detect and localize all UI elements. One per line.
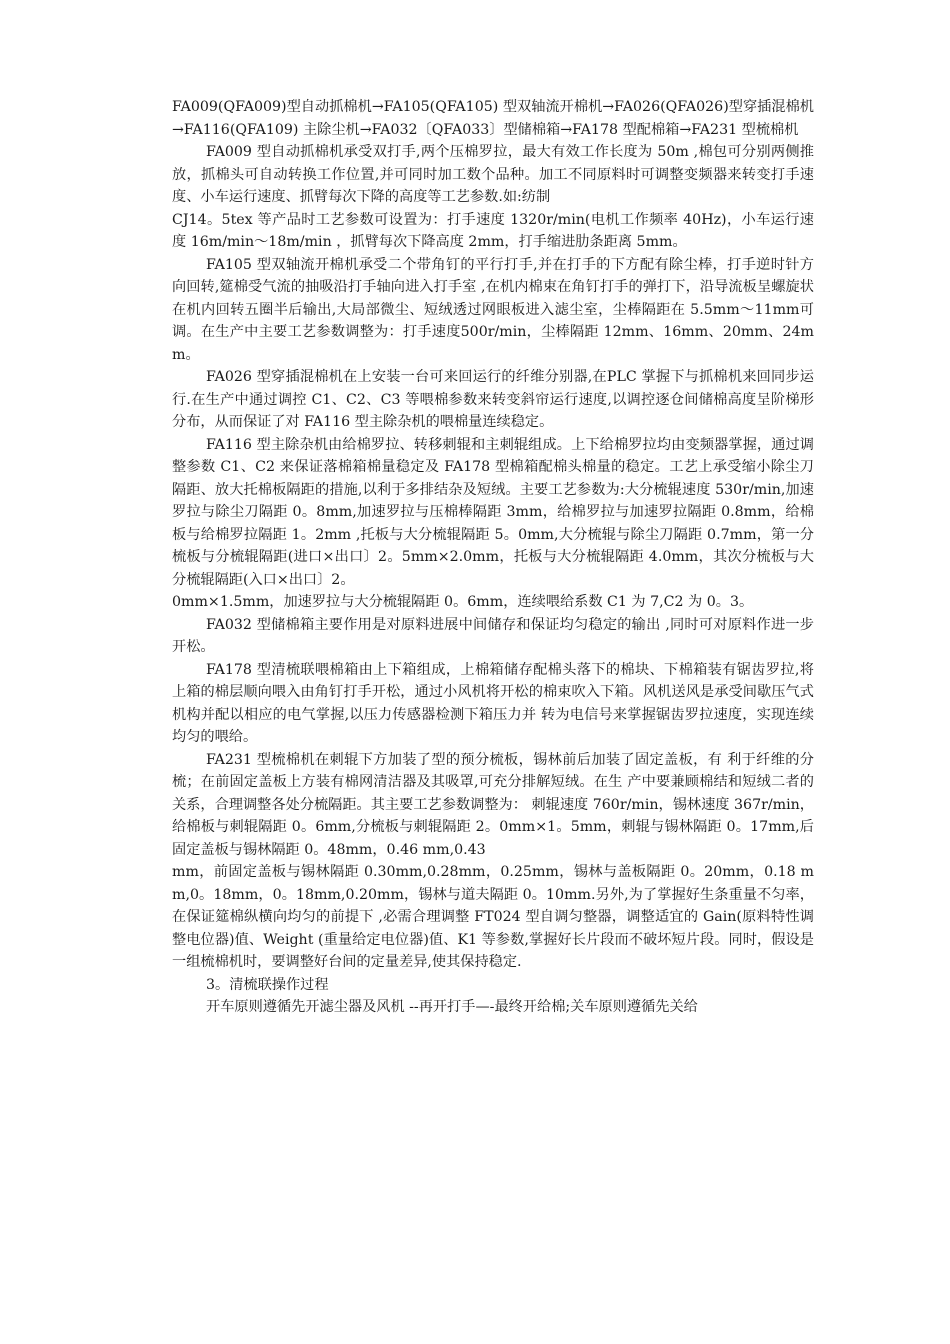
paragraph-fa116: FA116 型主除杂机由给棉罗拉、转移刺辊和主刺辊组成。上下给棉罗拉均由变频器掌握，通过调整参数 C1、C2 来保证落棉箱棉量稳定及 FA178 型棉箱配棉头棉量的稳定。工艺上承受缩小除尘刀隔距、放大托棉板隔距的措施,以利于多排结杂及短绒。主要工艺参数为:大分梳辊速度 530r/min,加速罗拉与除尘刀隔距 0。8mm,加速罗拉与压棉棒隔距 3mm，给棉罗拉与加速罗拉隔距 0.8mm，给棉板与给棉罗拉隔距 1。2mm ,托板与大分梳辊隔距 5。0mm,大分梳辊与除尘刀隔距 0.7mm，第一分梳板与分梳辊隔距(进口×出口〕2。5mm×2.0mm，托板与大分梳辊隔距 4.0mm，其次分梳板与大分梳辊隔距(入口×出口〕2。 [172, 436, 814, 588]
paragraph-operation: 开车原则遵循先开滤尘器及风机 --再开打手—-最终开给棉;关车原则遵循先关给 [206, 999, 698, 1015]
paragraph-fa178: FA178 型清梳联喂棉箱由上下箱组成，上棉箱储存配棉头落下的棉块、下棉箱装有锯齿罗拉,将上箱的棉层顺向喂入由角钉打手开松，通过小风机将开松的棉束吹入下箱。风机送风是承受间歇压气式机构并配以相应的电气掌握,以压力传感器检测下箱压力并 转为电信号来掌握锯齿罗拉速度，实现连续均匀的喂给。 [172, 661, 814, 745]
paragraph-fa231-continued: mm，前固定盖板与锡林隔距 0.30mm,0.28mm，0.25mm，锡林与盖板隔距 0。20mm，0.18 mm,0。18mm，0。18mm,0.20mm，锡林与道夫隔距 0。10mm.另外,为了掌握好生条重量不匀率， 在保证筵棉纵横向均匀的前提下 ,必需合理调整 FT024 型自调匀整器，调整适宜的 Gain(原料特性调整电位器)值、Weight (重量给定电位器)值、K1 等参数,掌握好长片段而不破坏短片段。同时，假设是一组梳棉机时，要调整好台间的定量差异,使其保持稳定. [172, 864, 814, 970]
paragraph-fa116-continued: 0mm×1.5mm，加速罗拉与大分梳辊隔距 0。6mm，连续喂给系数 C1 为 7,C2 为 0。3。 [172, 594, 754, 610]
paragraph-fa026: FA026 型穿插混棉机在上安装一台可来回运行的纤维分别器,在PLC 掌握下与抓棉机来回同步运行.在生产中通过调控 C1、C2、C3 等喂棉参数来转变斜帘运行速度,以调控逐仓间储棉高度呈阶梯形分布，从而保证了对 FA116 型主除杂机的喂棉量连续稳定。 [172, 369, 814, 430]
paragraph-fa009-intro: FA009 型自动抓棉机承受双打手,两个压棉罗拉，最大有效工作长度为 50m ,棉包可分别两侧推放，抓棉头可自动转换工作位置,并可同时加工数个品种。加工不同原料时可调整变频器来转变打手速度、小车运行速度、抓臂每次下降的高度等工艺参数.如:纺制 [172, 144, 814, 205]
paragraph-fa231: FA231 型梳棉机在刺辊下方加装了型的预分梳板，锡林前后加装了固定盖板，有 利于纤维的分梳；在前固定盖板上方装有棉网清洁器及其吸罩,可充分排解短绒。在生 产中要兼顾棉结和短绒二者的关系，合理调整各处分梳隔距。其主要工艺参数调整为： 刺辊速度 760r/min，锡林速度 367r/min，给棉板与刺辊隔距 0。6mm,分梳板与刺辊隔距 2。0mm×1。5mm，刺辊与锡林隔距 0。17mm,后固定盖板与锡林隔距 0。48mm，0.46 mm,0.43 [172, 751, 814, 858]
section-heading: 3。清梳联操作过程 [206, 976, 329, 993]
paragraph-fa032: FA032 型储棉箱主要作用是对原料进展中间储存和保证均匀稳定的输出 ,同时可对原料作进一步开松。 [172, 616, 814, 655]
document-body [172, 96, 814, 1019]
paragraph-fa009-params: CJ14。5tex 等产品时工艺参数可设置为：打手速度 1320r/min(电机工作频率 40Hz)，小车运行速度 16m/min～18m/min ，抓臂每次下降高度 2mm，打手缩进肋条距离 5mm。 [172, 211, 814, 250]
paragraph-process-flow: FA009(QFA009)型自动抓棉机→FA105(QFA105) 型双轴流开棉机→FA026(QFA026)型穿插混棉机→FA116(QFA109) 主除尘机→FA032〔QFA033〕型储棉箱→FA178 型配棉箱→FA231 型梳棉机 [172, 99, 814, 138]
paragraph-fa105: FA105 型双轴流开棉机承受二个带角钉的平行打手,并在打手的下方配有除尘棒，打手逆时针方向回转,筵棉受气流的抽吸沿打手轴向进入打手室 ,在机内棉束在角钉打手的弹打下，沿导流板呈螺旋状在机内回转五圈半后输出,大局部微尘、短绒透过网眼板进入滤尘室，尘棒隔距在 5.5mm～11mm可调。在生产中主要工艺参数调整为：打手速度500r/min，尘棒隔距 12mm、16mm、20mm、24mm。 [172, 256, 814, 363]
